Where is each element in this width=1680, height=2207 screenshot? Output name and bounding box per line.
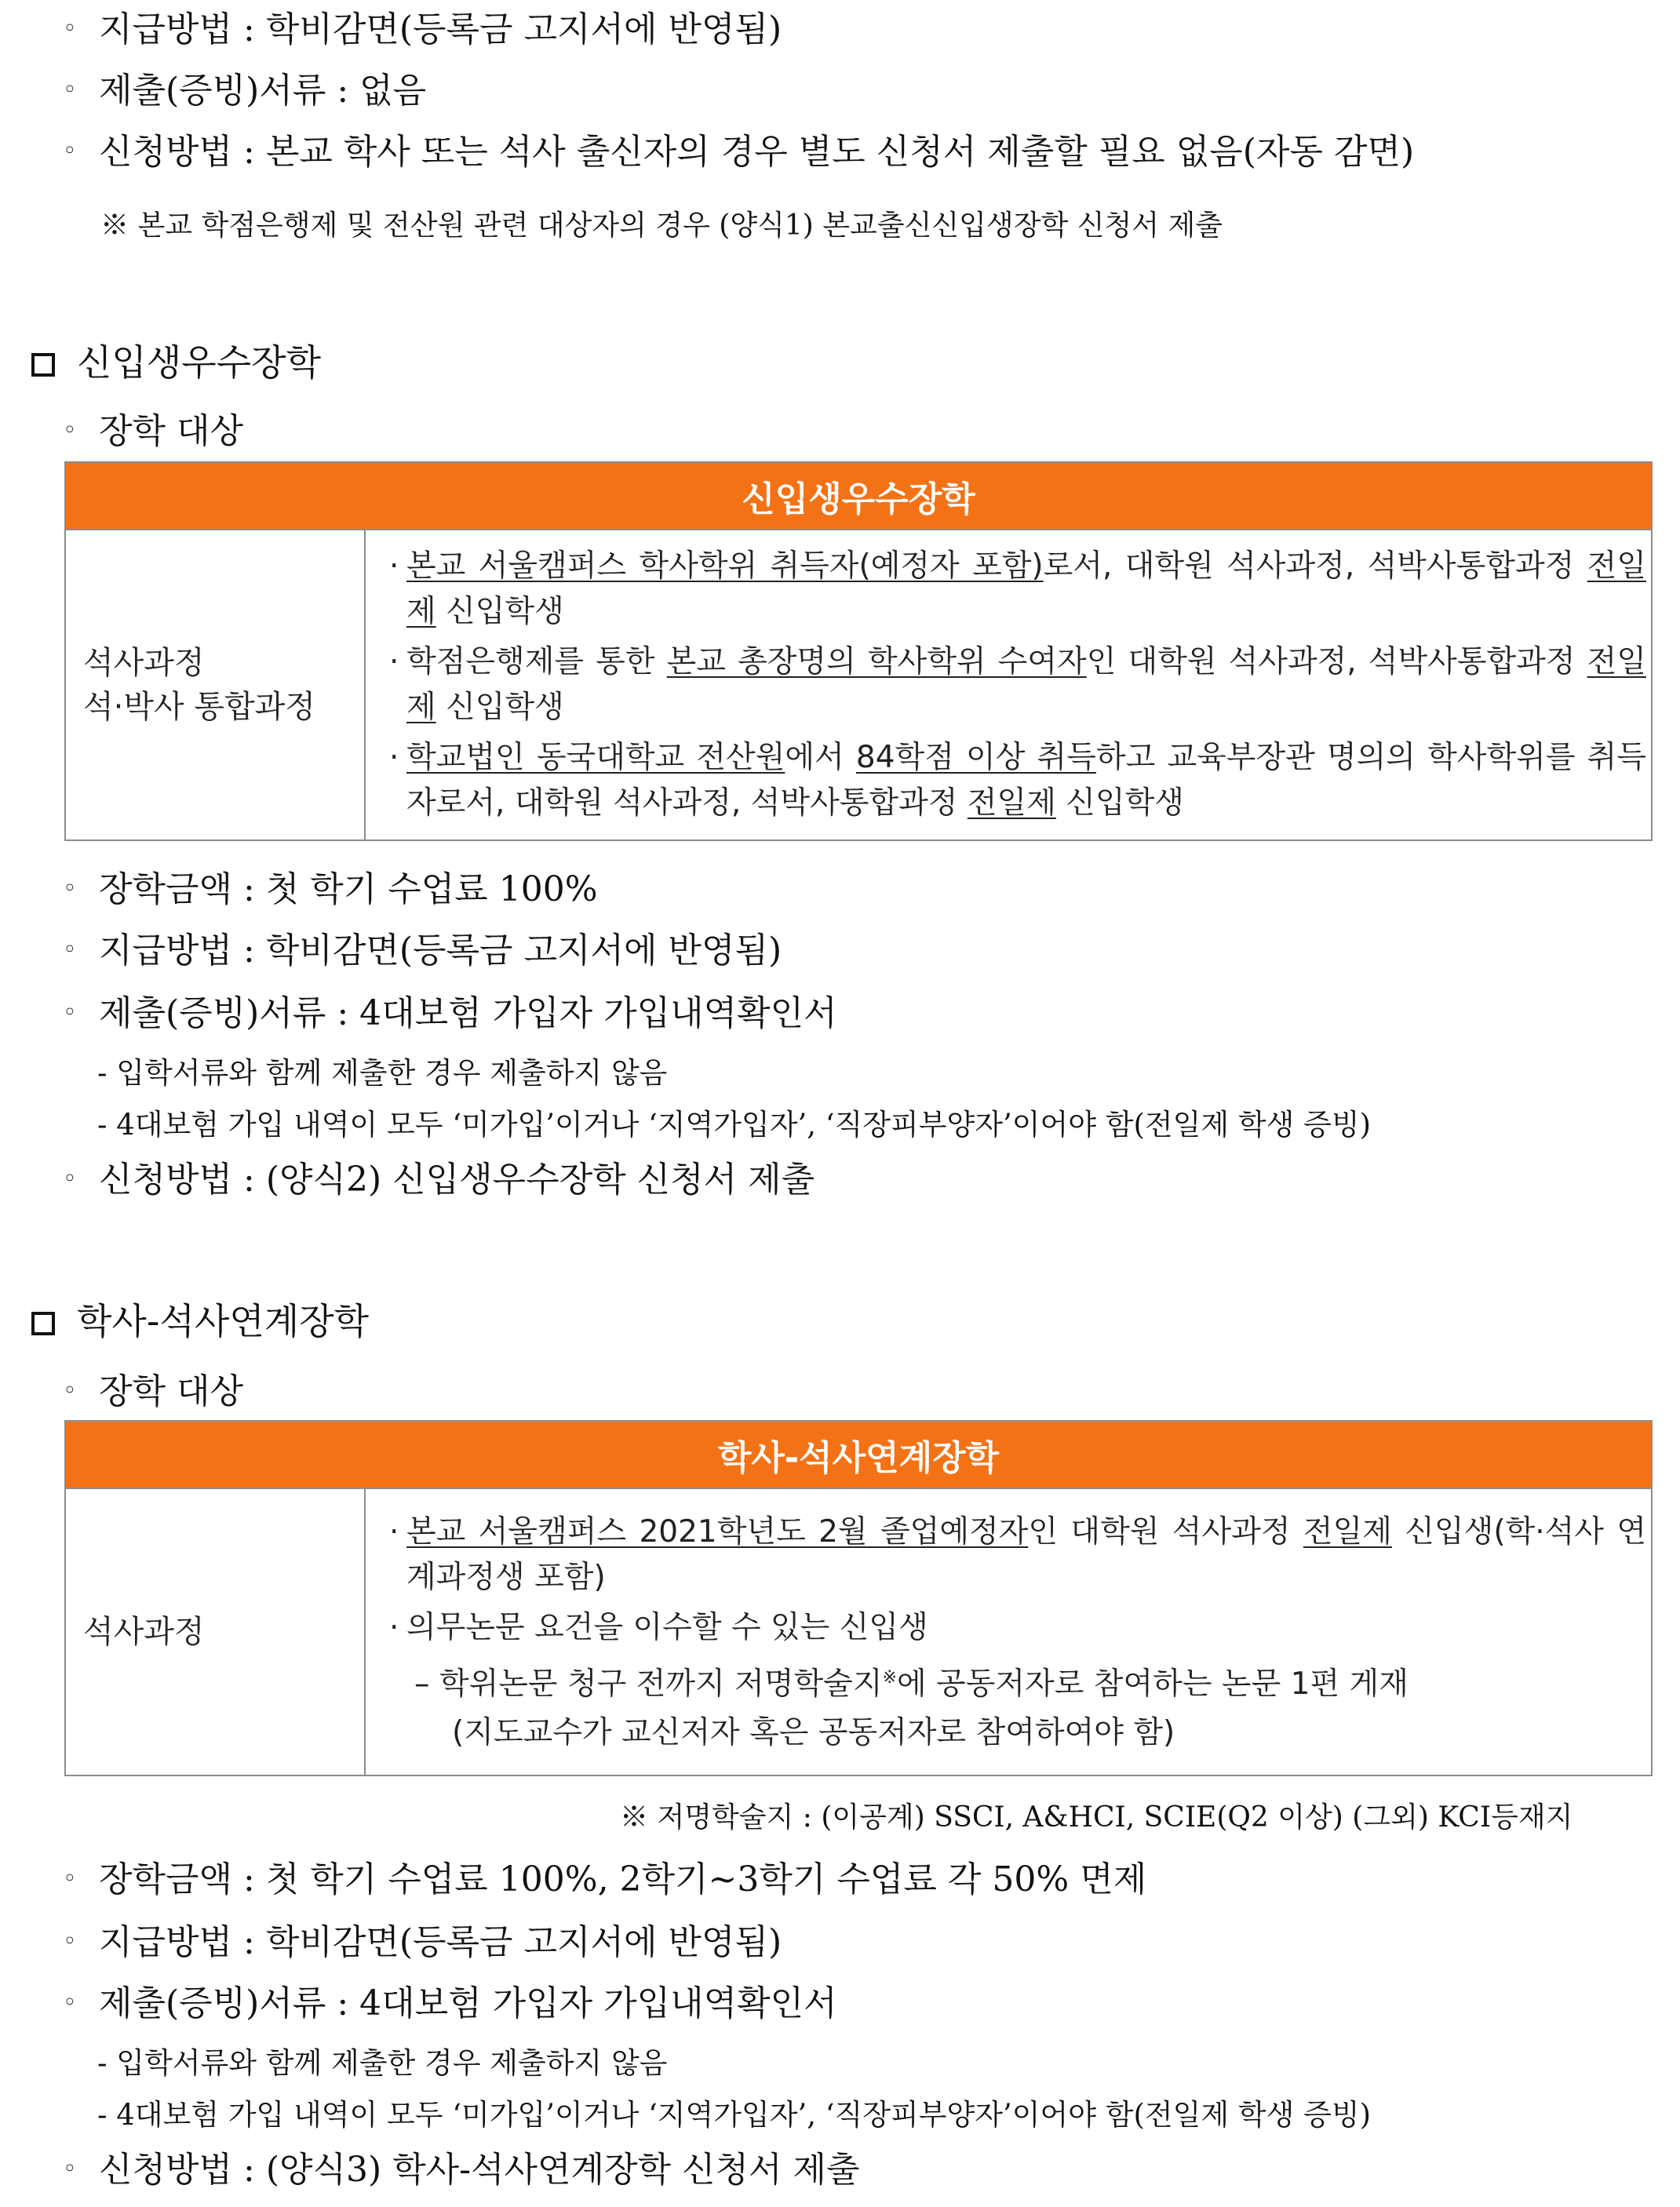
- section-title-freshman-merit: 신입생우수장학: [31, 339, 321, 386]
- doc-note: - 입학서류와 함께 제출한 경우 제출하지 않음: [97, 2046, 668, 2080]
- bullet-icon: ◦: [63, 1927, 77, 1955]
- target-label: ◦ 장학 대상: [63, 1368, 243, 1418]
- category-cell: 석사과정 석·박사 통합과정: [65, 530, 365, 840]
- bullet-icon: ◦: [63, 874, 77, 902]
- table-header: 학사-석사연계장학: [65, 1421, 1652, 1488]
- documents-item: ◦ 제출(증빙)서류 : 4대보험 가입자 가입내역확인서: [63, 990, 837, 1040]
- payment-method-item: ◦ 지급방법 : 학비감면(등록금 고지서에 반영됨): [63, 6, 782, 56]
- note-text: ※ 본교 학점은행제 및 전산원 관련 대상자의 경우 (양식1) 본교출신신입생장학 신청서 제출: [100, 209, 1223, 242]
- documents-item: ◦ 제출(증빙)서류 : 4대보험 가입자 가입내역확인서: [63, 1980, 837, 2030]
- bullet-icon: ◦: [63, 2154, 77, 2183]
- doc-note: - 4대보험 가입 내역이 모두 ‘미가입’이거나 ‘지역가입자’, ‘직장피부양자’이어야 함(전일제 학생 증빙): [97, 2098, 1372, 2132]
- documents-item: ◦ 제출(증빙)서류 : 없음: [63, 67, 426, 117]
- target-label: ◦ 장학 대상: [63, 408, 243, 457]
- bullet-icon: ◦: [63, 14, 77, 42]
- footnote: ※ 저명학술지 : (이공계) SSCI, A&HCI, SCIE(Q2 이상) (그외) KCI등재지: [620, 1801, 1573, 1834]
- eligibility-item: · 학교법인 동국대학교 전산원에서 84학점 이상 취득하고 교육부장관 명의의 학사학위를 취득자로서, 대학원 석사과정, 석박사통합과정 전일제 신입학생: [389, 735, 1646, 826]
- doc-note: - 4대보험 가입 내역이 모두 ‘미가입’이거나 ‘지역가입자’, ‘직장피부양자’이어야 함(전일제 학생 증빙): [97, 1108, 1372, 1142]
- bullet-icon: ◦: [63, 1376, 77, 1404]
- ba-ma-linked-table: [64, 1420, 1653, 1776]
- bullet-icon: ◦: [63, 1164, 77, 1193]
- checkbox-square-icon: [31, 1312, 55, 1335]
- eligibility-subitem: – 학위논문 청구 전까지 저명학술지※에 공동저자로 참여하는 논문 1편 게재: [414, 1666, 1409, 1702]
- eligibility-item: · 학점은행제를 통한 본교 총장명의 학사학위 수여자인 대학원 석사과정, 석박사통합과정 전일제 신입학생: [389, 639, 1646, 730]
- bullet-icon: ◦: [63, 998, 77, 1026]
- payment-method-item: ◦ 지급방법 : 학비감면(등록금 고지서에 반영됨): [63, 927, 782, 977]
- checkbox-square-icon: [31, 353, 55, 377]
- table-header: 신입생우수장학: [65, 462, 1652, 530]
- eligibility-item: · 의무논문 요건을 이수할 수 있는 신입생: [389, 1605, 1646, 1651]
- apply-method-item: ◦ 신청방법 : 본교 학사 또는 석사 출신자의 경우 별도 신청서 제출할 필요 없음(자동 감면): [63, 129, 1414, 178]
- eligibility-item: · 본교 서울캠퍼스 2021학년도 2월 졸업예정자인 대학원 석사과정 전일제 신입생(학·석사 연계과정생 포함): [389, 1510, 1646, 1601]
- apply-method-item: ◦ 신청방법 : (양식3) 학사-석사연계장학 신청서 제출: [63, 2147, 860, 2196]
- doc-note: - 입학서류와 함께 제출한 경우 제출하지 않음: [97, 1056, 668, 1090]
- apply-method-item: ◦ 신청방법 : (양식2) 신입생우수장학 신청서 제출: [63, 1156, 814, 1206]
- payment-method-item: ◦ 지급방법 : 학비감면(등록금 고지서에 반영됨): [63, 1919, 782, 1968]
- amount-item: ◦ 장학금액 : 첫 학기 수업료 100%: [63, 866, 598, 916]
- bullet-icon: ◦: [63, 1864, 77, 1892]
- eligibility-item: · 본교 서울캠퍼스 학사학위 취득자(예정자 포함)로서, 대학원 석사과정, 석박사통합과정 전일제 신입학생: [389, 544, 1646, 635]
- category-cell: 석사과정: [65, 1488, 365, 1775]
- amount-item: ◦ 장학금액 : 첫 학기 수업료 100%, 2학기~3학기 수업료 각 50% 면제: [63, 1856, 1146, 1906]
- eligibility-subitem-note: (지도교수가 교신저자 혹은 공동저자로 참여하여야 함): [452, 1715, 1175, 1750]
- bullet-icon: ◦: [63, 416, 77, 444]
- eligibility-cell: [365, 1488, 1652, 1775]
- eligibility-cell: [365, 530, 1652, 840]
- bullet-icon: ◦: [63, 137, 77, 165]
- freshman-merit-table: [64, 461, 1653, 841]
- section-title-ba-ma-linked: 학사-석사연계장학: [31, 1298, 369, 1345]
- bullet-icon: ◦: [63, 75, 77, 104]
- bullet-icon: ◦: [63, 935, 77, 963]
- bullet-icon: ◦: [63, 1988, 77, 2016]
